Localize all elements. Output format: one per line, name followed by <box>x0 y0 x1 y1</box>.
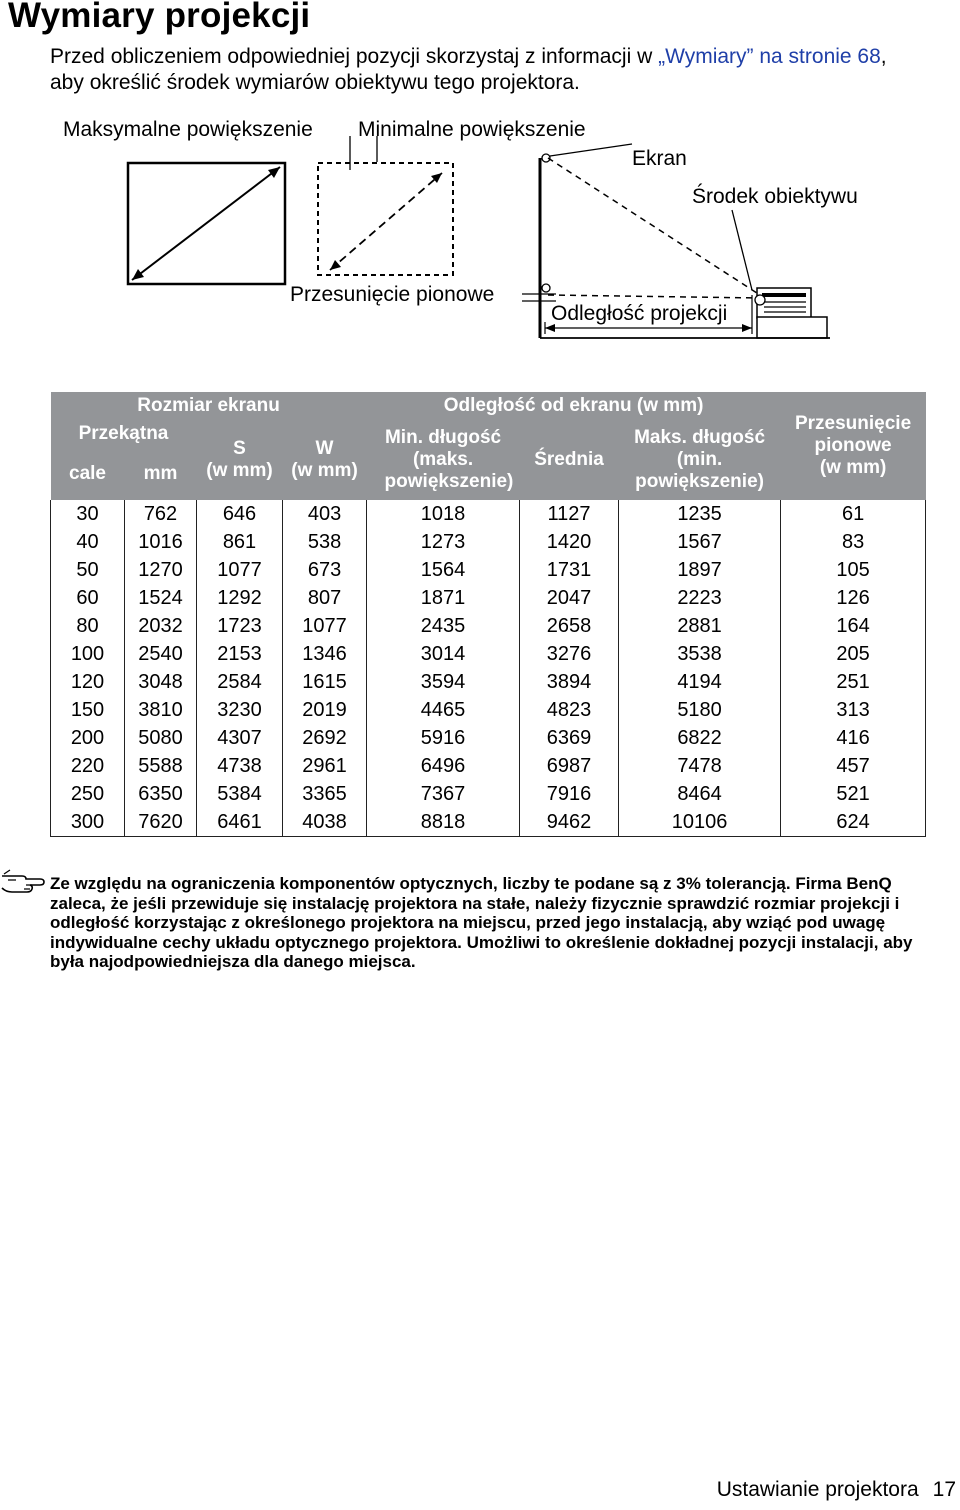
table-cell: 251 <box>781 668 926 696</box>
table-cell: 6461 <box>197 808 283 837</box>
header-min-length-sub: (maks. powiększenie) <box>384 449 514 492</box>
header-screen-size: Rozmiar ekranu <box>51 392 367 420</box>
table-cell: 7367 <box>367 780 520 808</box>
min-zoom-label: Minimalne powiększenie <box>358 118 586 141</box>
table-cell: 313 <box>781 696 926 724</box>
table-cell: 2658 <box>520 612 619 640</box>
table-row <box>51 808 926 837</box>
header-height <box>283 420 367 500</box>
header-distance: Odległość od ekranu (w mm) <box>367 392 781 420</box>
table-cell: 624 <box>781 808 926 837</box>
table-cell: 1564 <box>367 556 520 584</box>
table-cell: 150 <box>51 696 125 724</box>
table-cell: 3894 <box>520 668 619 696</box>
table-cell: 2435 <box>367 612 520 640</box>
table-cell: 50 <box>51 556 125 584</box>
table-cell: 120 <box>51 668 125 696</box>
table-cell: 205 <box>781 640 926 668</box>
table-cell: 1524 <box>125 584 197 612</box>
table-body <box>51 500 926 837</box>
table-cell: 1270 <box>125 556 197 584</box>
table-cell: 8818 <box>367 808 520 837</box>
table-cell: 5180 <box>619 696 781 724</box>
table-cell: 2032 <box>125 612 197 640</box>
table-cell: 403 <box>283 500 367 528</box>
table-cell: 1077 <box>283 612 367 640</box>
table-cell: 1273 <box>367 528 520 556</box>
table-cell: 4194 <box>619 668 781 696</box>
table-cell: 3365 <box>283 780 367 808</box>
table-cell: 3276 <box>520 640 619 668</box>
table-cell: 2047 <box>520 584 619 612</box>
table-row <box>51 668 926 696</box>
header-average: Średnia <box>520 420 619 500</box>
table-cell: 83 <box>781 528 926 556</box>
table-cell: 3810 <box>125 696 197 724</box>
table-cell: 2961 <box>283 752 367 780</box>
table-cell: 200 <box>51 724 125 752</box>
table-cell: 3014 <box>367 640 520 668</box>
table-cell: 5588 <box>125 752 197 780</box>
min-zoom-diagonal <box>330 173 442 270</box>
table-cell: 1420 <box>520 528 619 556</box>
table-cell: 2881 <box>619 612 781 640</box>
intro-text-after: , aby określić środek wymiarów obiektywu tego projektora. <box>50 45 887 94</box>
page-title: Wymiary projekcji <box>8 0 311 35</box>
table-cell: 4038 <box>283 808 367 837</box>
table-cell: 2584 <box>197 668 283 696</box>
table-cell: 2019 <box>283 696 367 724</box>
table-cell: 30 <box>51 500 125 528</box>
table-cell: 1897 <box>619 556 781 584</box>
table-cell: 6350 <box>125 780 197 808</box>
table-cell: 1077 <box>197 556 283 584</box>
intro-paragraph <box>50 44 910 96</box>
projection-dimensions-table <box>50 392 926 837</box>
table-cell: 2540 <box>125 640 197 668</box>
max-zoom-label: Maksymalne powiększenie <box>63 118 313 141</box>
table-cell: 5080 <box>125 724 197 752</box>
table-cell: 40 <box>51 528 125 556</box>
table-cell: 6369 <box>520 724 619 752</box>
min-zoom-screen-frame <box>318 163 453 275</box>
projector-icon <box>755 288 811 318</box>
table-cell: 2153 <box>197 640 283 668</box>
table-row <box>51 612 926 640</box>
table-cell: 250 <box>51 780 125 808</box>
header-offset-title: Przesunięcie pionowe <box>794 413 912 456</box>
table-cell: 7916 <box>520 780 619 808</box>
table-cell: 1615 <box>283 668 367 696</box>
table-cell: 4823 <box>520 696 619 724</box>
table-cell: 80 <box>51 612 125 640</box>
table-cell: 1292 <box>197 584 283 612</box>
header-diagonal: Przekątna <box>51 420 197 448</box>
projection-diagram-graphic <box>0 110 960 360</box>
footer-section: Ustawianie projektora <box>716 1478 919 1501</box>
header-min-length-title: Min. długość <box>384 427 502 448</box>
header-max-length-title: Maks. długość <box>634 427 766 448</box>
table-cell: 5384 <box>197 780 283 808</box>
lens-center-label: Środek obiektywu <box>692 185 858 208</box>
header-max-length-sub: (min. powiększenie) <box>635 449 764 492</box>
intro-text-before: Przed obliczeniem odpowiedniej pozycji skorzystaj z informacji w <box>50 45 659 68</box>
table-cell: 6987 <box>520 752 619 780</box>
header-vertical-offset <box>781 392 926 500</box>
table-cell: 5916 <box>367 724 520 752</box>
table-row <box>51 724 926 752</box>
table-cell: 1235 <box>619 500 781 528</box>
max-zoom-diagonal <box>132 167 280 280</box>
table-cell: 2692 <box>283 724 367 752</box>
table-cell: 673 <box>283 556 367 584</box>
table-cell: 807 <box>283 584 367 612</box>
table-cell: 4465 <box>367 696 520 724</box>
table-cell: 126 <box>781 584 926 612</box>
intro-link[interactable]: „Wymiary” na stronie 68 <box>658 45 881 68</box>
table-cell: 220 <box>51 752 125 780</box>
table-cell: 10106 <box>619 808 781 837</box>
footer-page-number: 17 <box>932 1478 956 1501</box>
table-cell: 1127 <box>520 500 619 528</box>
table-cell: 861 <box>197 528 283 556</box>
table-cell: 4307 <box>197 724 283 752</box>
table-row <box>51 500 926 528</box>
header-inches: cale <box>51 448 125 500</box>
table-cell: 164 <box>781 612 926 640</box>
table-cell: 105 <box>781 556 926 584</box>
note-hand-icon <box>0 868 48 898</box>
table-cell: 61 <box>781 500 926 528</box>
table-cell: 762 <box>125 500 197 528</box>
screen-label: Ekran <box>632 147 687 170</box>
table-cell: 1723 <box>197 612 283 640</box>
vertical-offset-label: Przesunięcie pionowe <box>290 283 495 306</box>
table-cell: 300 <box>51 808 125 837</box>
table-cell: 1871 <box>367 584 520 612</box>
table-cell: 521 <box>781 780 926 808</box>
table-cell: 2223 <box>619 584 781 612</box>
table-row <box>51 752 926 780</box>
table-cell: 1567 <box>619 528 781 556</box>
header-height-title: W <box>315 438 334 459</box>
table-cell: 1346 <box>283 640 367 668</box>
projection-diagram <box>0 110 960 360</box>
table-cell: 8464 <box>619 780 781 808</box>
header-width <box>197 420 283 500</box>
header-mm: mm <box>125 448 197 500</box>
table-cell: 100 <box>51 640 125 668</box>
table-cell: 646 <box>197 500 283 528</box>
table-cell: 3538 <box>619 640 781 668</box>
page-footer <box>717 1478 956 1502</box>
table-row <box>51 780 926 808</box>
header-offset-unit: (w mm) <box>819 457 887 478</box>
table-cell: 7478 <box>619 752 781 780</box>
table-cell: 4738 <box>197 752 283 780</box>
table-row <box>51 696 926 724</box>
tolerance-note: Ze względu na ograniczenia komponentów optycznych, liczby te podane są z 3% tolerancją. Firma BenQ zaleca, że jeśli przewiduje się instalację projektora na stałe, należy fizycznie sprawdzić rozmiar projekcji i odległość korzystając z określonego projektora na miejscu, przed jego instalacją, aby wziąć pod uwagę indywidualne cechy układu optycznego projektora. Umożliwi to określenie dokładnej pozycji instalacji, aby była najodpowiedniejsza dla danego miejsca. <box>50 874 913 972</box>
table-cell: 7620 <box>125 808 197 837</box>
table-cell: 3594 <box>367 668 520 696</box>
table-row <box>51 528 926 556</box>
table-cell: 1018 <box>367 500 520 528</box>
table-cell: 3048 <box>125 668 197 696</box>
table-row <box>51 640 926 668</box>
header-max-length <box>619 420 781 500</box>
table-cell: 1016 <box>125 528 197 556</box>
table-cell: 60 <box>51 584 125 612</box>
table-row <box>51 556 926 584</box>
table-cell: 6822 <box>619 724 781 752</box>
table-cell: 416 <box>781 724 926 752</box>
table-cell: 1731 <box>520 556 619 584</box>
projection-distance-label: Odległość projekcji <box>551 302 728 325</box>
table-cell: 3230 <box>197 696 283 724</box>
table-cell: 457 <box>781 752 926 780</box>
header-width-unit: (w mm) <box>206 460 273 481</box>
header-min-length <box>367 420 520 500</box>
header-width-title: S <box>233 438 246 459</box>
table-cell: 6496 <box>367 752 520 780</box>
table-row <box>51 584 926 612</box>
header-height-unit: (w mm) <box>291 460 358 481</box>
table-cell: 538 <box>283 528 367 556</box>
table-cell: 9462 <box>520 808 619 837</box>
